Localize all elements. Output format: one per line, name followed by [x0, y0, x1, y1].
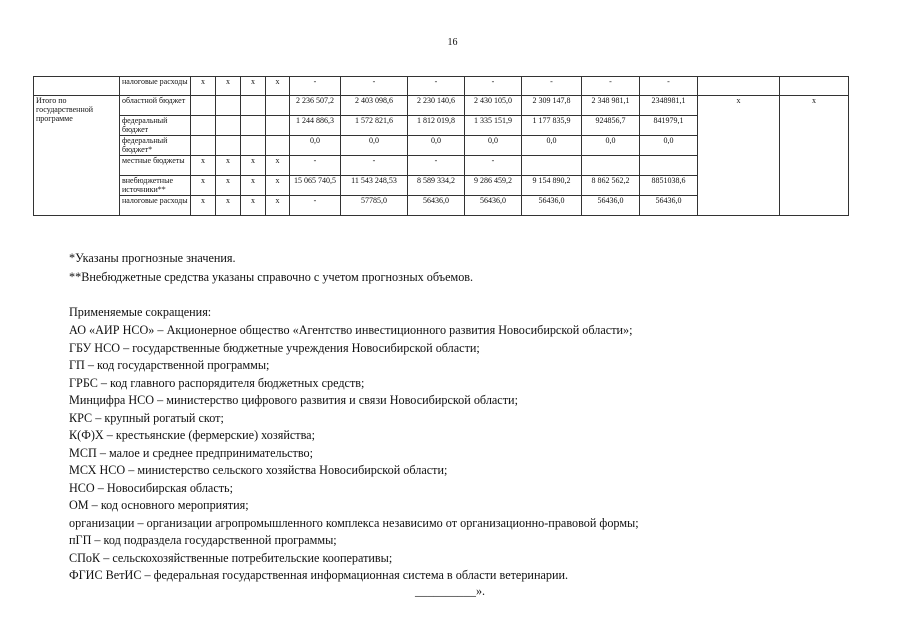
source-cell: внебюджетные источники**	[120, 176, 191, 196]
footnote-extrabudget: **Внебюджетные средства указаны справочно с учетом прогнозных объемов.	[69, 270, 474, 284]
value-cell: 1 812 019,8	[408, 116, 465, 136]
value-cell: 841979,1	[640, 116, 698, 136]
page-number: 16	[447, 37, 458, 48]
value-cell: -	[522, 77, 582, 96]
code-cell: x	[216, 77, 241, 96]
code-cell: x	[266, 196, 290, 216]
abbreviation-item: ГБУ НСО – государственные бюджетные учреждения Новосибирской области;	[69, 340, 480, 355]
value-cell: 56436,0	[582, 196, 640, 216]
value-cell: -	[465, 77, 522, 96]
abbreviation-item: Минцифра НСО – министерство цифрового развития и связи Новосибирской области;	[69, 393, 518, 407]
empty-cell	[34, 77, 120, 96]
source-cell: федеральный бюджет*	[120, 136, 191, 156]
value-cell: 15 065 740,5	[290, 176, 341, 196]
value-cell: 1 335 151,9	[465, 116, 522, 136]
code-cell: x	[266, 77, 290, 96]
value-cell	[640, 156, 698, 176]
code-cell: x	[191, 176, 216, 196]
merged-x-cell: x	[698, 96, 780, 216]
value-cell: -	[640, 77, 698, 96]
value-cell: 0,0	[290, 136, 341, 156]
code-cell: x	[241, 77, 266, 96]
code-cell: x	[216, 196, 241, 216]
code-cell: x	[191, 77, 216, 96]
code-cell	[266, 136, 290, 156]
abbreviation-item: ФГИС ВетИС – федеральная государственная информационная система в области ветеринарии.	[69, 568, 569, 582]
code-cell: x	[266, 176, 290, 196]
value-cell: 11 543 248,53	[341, 176, 408, 196]
value-cell: 1 177 835,9	[522, 116, 582, 136]
abbreviation-item: АО «АИР НСО» – Акционерное общество «Агентство инвестиционного развития Новосибирской области»;	[69, 323, 633, 337]
value-cell: 9 154 890,2	[522, 176, 582, 196]
code-cell	[191, 116, 216, 136]
code-cell	[241, 136, 266, 156]
abbreviation-item: ГП – код государственной программы;	[69, 358, 270, 372]
value-cell: 56436,0	[408, 196, 465, 216]
code-cell: x	[216, 156, 241, 176]
value-cell: -	[290, 77, 341, 96]
abbreviation-item: КРС – крупный рогатый скот;	[69, 410, 224, 425]
code-cell	[191, 136, 216, 156]
value-cell: 8 862 562,2	[582, 176, 640, 196]
budget-table-body	[34, 77, 849, 216]
value-cell: 2 236 507,2	[290, 96, 341, 116]
value-cell	[582, 156, 640, 176]
value-cell: -	[341, 156, 408, 176]
table-row	[34, 96, 849, 116]
value-cell: 9 286 459,2	[465, 176, 522, 196]
value-cell: 1 244 886,3	[290, 116, 341, 136]
empty-cell	[780, 77, 849, 96]
value-cell: -	[290, 196, 341, 216]
abbreviation-item: пГП – код подраздела государственной программы;	[69, 533, 337, 547]
abbreviation-item: МСХ НСО – министерство сельского хозяйства Новосибирской области;	[69, 463, 448, 477]
value-cell: 56436,0	[465, 196, 522, 216]
footnote-forecast: *Указаны прогнозные значения.	[69, 251, 236, 265]
code-cell	[216, 116, 241, 136]
value-cell: 0,0	[582, 136, 640, 156]
abbreviation-item: К(Ф)Х – крестьянские (фермерские) хозяйства;	[69, 428, 315, 442]
value-cell: 924856,7	[582, 116, 640, 136]
value-cell: 1 572 821,6	[341, 116, 408, 136]
value-cell: 56436,0	[522, 196, 582, 216]
value-cell: 2 403 098,6	[341, 96, 408, 116]
abbreviation-item: НСО – Новосибирская область;	[69, 480, 234, 495]
value-cell: 57785,0	[341, 196, 408, 216]
code-cell: x	[241, 196, 266, 216]
abbreviations-title: Применяемые сокращения:	[69, 305, 212, 319]
merged-x-cell: x	[780, 96, 849, 216]
value-cell: 2 309 147,8	[522, 96, 582, 116]
value-cell: -	[341, 77, 408, 96]
code-cell	[216, 96, 241, 116]
value-cell: -	[408, 77, 465, 96]
value-cell: 8 589 334,2	[408, 176, 465, 196]
closing-quote: __________».	[415, 584, 486, 598]
value-cell	[522, 156, 582, 176]
empty-cell	[698, 77, 780, 96]
value-cell: 0,0	[640, 136, 698, 156]
code-cell	[266, 96, 290, 116]
code-cell	[241, 116, 266, 136]
source-cell: налоговые расходы	[120, 77, 191, 96]
value-cell: 8851038,6	[640, 176, 698, 196]
abbreviation-item: ОМ – код основного мероприятия;	[69, 498, 249, 512]
code-cell: x	[266, 156, 290, 176]
value-cell: 0,0	[408, 136, 465, 156]
code-cell	[266, 116, 290, 136]
value-cell: -	[582, 77, 640, 96]
abbreviation-item: организации – организации агропромышленного комплекса независимо от организационно-правовой формы;	[69, 515, 639, 530]
abbreviation-item: ГРБС – код главного распорядителя бюджетных средств;	[69, 375, 365, 390]
code-cell	[216, 136, 241, 156]
code-cell: x	[191, 196, 216, 216]
table-row	[34, 77, 849, 96]
source-cell: местные бюджеты	[120, 156, 191, 176]
group-label-cell: Итого по государственной программе	[34, 96, 120, 216]
code-cell: x	[241, 156, 266, 176]
code-cell: x	[216, 176, 241, 196]
value-cell: 2348981,1	[640, 96, 698, 116]
value-cell: -	[290, 156, 341, 176]
source-cell: областной бюджет	[120, 96, 191, 116]
value-cell: 2 430 105,0	[465, 96, 522, 116]
value-cell: 0,0	[465, 136, 522, 156]
value-cell: -	[408, 156, 465, 176]
code-cell: x	[191, 156, 216, 176]
value-cell: 0,0	[522, 136, 582, 156]
source-cell: налоговые расходы	[120, 196, 191, 216]
abbreviation-item: МСП – малое и среднее предпринимательство;	[69, 445, 314, 460]
source-cell: федеральный бюджет	[120, 116, 191, 136]
value-cell: 0,0	[341, 136, 408, 156]
code-cell	[191, 96, 216, 116]
code-cell	[241, 96, 266, 116]
code-cell: x	[241, 176, 266, 196]
budget-table	[33, 76, 849, 216]
value-cell: 2 230 140,6	[408, 96, 465, 116]
value-cell: 2 348 981,1	[582, 96, 640, 116]
value-cell: -	[465, 156, 522, 176]
value-cell: 56436,0	[640, 196, 698, 216]
abbreviation-item: СПоК – сельскохозяйственные потребительские кооперативы;	[69, 550, 393, 565]
